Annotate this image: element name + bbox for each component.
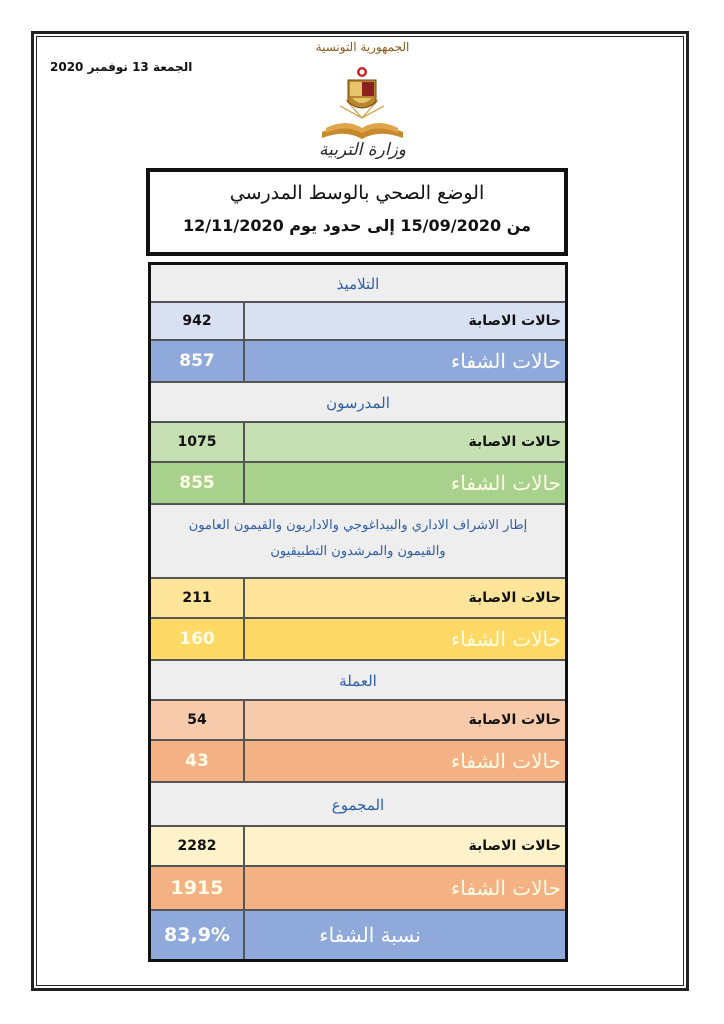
- title-box: [146, 168, 568, 256]
- table-row: [151, 423, 565, 463]
- date-label: الجمعة 13 نوفمبر 2020: [50, 60, 193, 74]
- recoveries-label: حالات الشفاء: [245, 463, 565, 503]
- students-recoveries-value: 857: [151, 341, 245, 381]
- students-infections-value: 942: [151, 303, 245, 339]
- staff-title-line1: إطار الاشراف الاداري والبيداغوجي والاداريون والقيمون العامون: [188, 518, 528, 533]
- teachers-recoveries-value: 855: [151, 463, 245, 503]
- table-row: [151, 741, 565, 783]
- teachers-infections-value: 1075: [151, 423, 245, 461]
- section-header-students: التلاميذ: [151, 265, 565, 303]
- table-row: [151, 911, 565, 959]
- total-infections-value: 2282: [151, 827, 245, 865]
- table-row: [151, 579, 565, 619]
- date-range: من 15/09/2020 إلى حدود يوم 12/11/2020: [182, 216, 532, 235]
- total-recoveries-value: 1915: [151, 867, 245, 909]
- infections-label: حالات الاصابة: [245, 303, 565, 339]
- table-row: [151, 463, 565, 505]
- infections-label: حالات الاصابة: [245, 827, 565, 865]
- table-row: [151, 341, 565, 383]
- staff-infections-value: 211: [151, 579, 245, 617]
- recoveries-label: حالات الشفاء: [245, 741, 565, 781]
- logo-bottom-text: وزارة التربية: [318, 140, 407, 160]
- infections-label: حالات الاصابة: [245, 701, 565, 739]
- section-header-staff: [151, 505, 565, 579]
- staff-title-line2: والقيمون والمرشدون التطبيقيون: [270, 544, 446, 559]
- ministry-logo: [310, 40, 415, 165]
- infections-label: حالات الاصابة: [245, 579, 565, 617]
- recovery-rate-label: نسبة الشفاء: [245, 911, 565, 959]
- workers-infections-value: 54: [151, 701, 245, 739]
- stats-table: [148, 262, 568, 962]
- recoveries-label: حالات الشفاء: [245, 341, 565, 381]
- recoveries-label: حالات الشفاء: [245, 619, 565, 659]
- recovery-rate-value: 83,9%: [151, 911, 245, 959]
- table-row: [151, 619, 565, 661]
- logo-top-text: الجمهورية التونسية: [315, 40, 410, 54]
- staff-recoveries-value: 160: [151, 619, 245, 659]
- section-header-total: المجموع: [151, 783, 565, 827]
- table-row: [151, 701, 565, 741]
- section-header-workers: العملة: [151, 661, 565, 701]
- workers-recoveries-value: 43: [151, 741, 245, 781]
- table-row: [151, 867, 565, 911]
- page-title: الوضع الصحي بالوسط المدرسي: [229, 182, 485, 204]
- table-row: [151, 827, 565, 867]
- table-row: [151, 303, 565, 341]
- section-header-teachers: المدرسون: [151, 383, 565, 423]
- recoveries-label: حالات الشفاء: [245, 867, 565, 909]
- infections-label: حالات الاصابة: [245, 423, 565, 461]
